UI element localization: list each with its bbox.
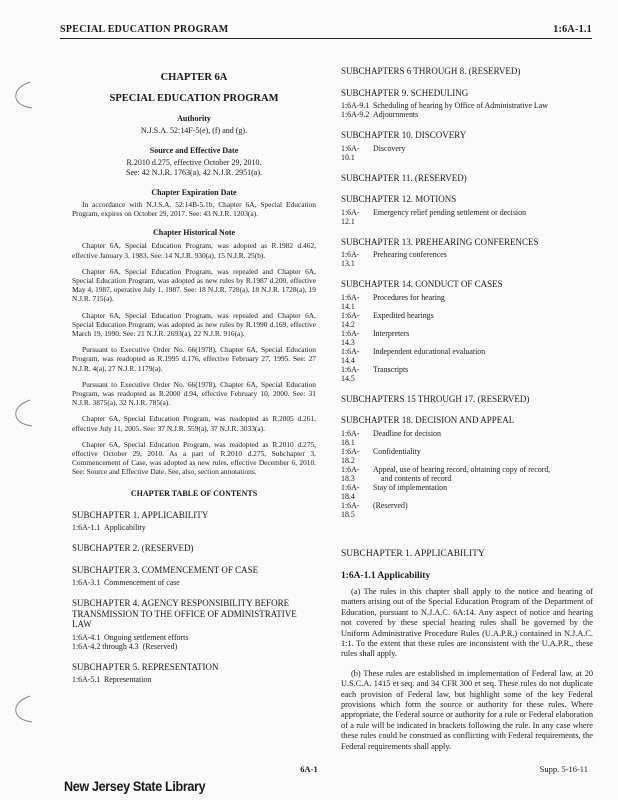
toc-item-title-text: Deadline for decision: [373, 428, 441, 438]
toc-item-title: [373, 250, 593, 268]
source-line-1: R.2010 d.275, effective October 29, 2010.: [126, 158, 262, 167]
history-note: Pursuant to Executive Order No. 66(1978), Chapter 6A, Special Education Program, was readopted as R.2000 d.94, effective February 10, 2000. See: 31 N.J.R. 3875(a), 32 N.J.R. 785(a).: [72, 379, 316, 408]
toc-item-title: [373, 347, 593, 365]
toc-item-title-text: Discovery: [373, 143, 406, 153]
toc-item-title: [373, 311, 593, 329]
toc-item-list: [72, 675, 316, 684]
toc-item: [72, 642, 316, 651]
toc-item-number: 1:6A-14.3: [341, 328, 360, 347]
toc-item-title: [373, 429, 593, 447]
toc-item-number: 1:6A-18.1: [341, 428, 360, 447]
toc-item-number: 1:6A-18.5: [341, 500, 360, 519]
toc-item-number: 1:6A-5.1: [72, 675, 101, 685]
toc-subchapter-heading: SUBCHAPTER 12. MOTIONS: [341, 194, 457, 204]
toc-item-list: [341, 293, 593, 383]
toc-item-title-text: Interpreters: [373, 328, 410, 338]
toc-item-title: [104, 523, 316, 532]
toc-item: [341, 311, 593, 329]
toc-subchapter-heading: SUBCHAPTER 3. COMMENCEMENT OF CASE: [72, 564, 259, 575]
toc-right-list: [341, 66, 593, 519]
toc-item-number: 1:6A-14.1: [341, 292, 360, 311]
toc-item-title: [143, 642, 316, 651]
toc-item-title: [104, 578, 316, 587]
history-note: Pursuant to Executive Order No. 66(1978), Chapter 6A, Special Education Program, was readopted as R.1995 d.176, effective February 27, 1995. See: 27 N.J.R. 4(a), 27 N.J.R. 1179(a).: [72, 345, 316, 373]
toc-subchapter-heading: SUBCHAPTER 5. REPRESENTATION: [72, 661, 219, 672]
chapter-title: SPECIAL EDUCATION PROGRAM: [109, 93, 279, 104]
toc-item: [72, 675, 316, 684]
toc-item-title: [373, 293, 593, 311]
toc-item: [341, 429, 593, 447]
toc-item-title: [373, 144, 593, 162]
toc-subchapter-heading: SUBCHAPTER 18. DECISION AND APPEAL: [341, 415, 515, 425]
toc-item-title-text: Commencement of case: [104, 578, 180, 588]
history-note: Chapter 6A, Special Education Program, was readopted as R.2010 d.275, effective October 29, 2010. As a part of R.2010 d.275, Subchapter 3, Commencement of Case, was adopted as new rules, effective December 6, 2010. See: Source and Effective Date. See, also, section annotations.: [72, 439, 316, 477]
toc-item-title-text: Prehearing conferences: [373, 250, 447, 259]
toc-heading: CHAPTER TABLE OF CONTENTS: [130, 488, 258, 498]
header-rule: [60, 38, 592, 39]
history-note: Chapter 6A, Special Education Program, was repealed and Chapter 6A, Special Education Program, was adopted as new rules by R.1990 d.169, effective March 19, 1990. See: 21 N.J.R. 2693(a), 22 N.J.R. 916(a).: [72, 310, 316, 339]
toc-subchapter-heading: SUBCHAPTER 14. CONDUCT OF CASES: [341, 279, 503, 289]
toc-item: [72, 633, 316, 642]
toc-item-title: [373, 465, 593, 483]
toc-item: [341, 293, 593, 311]
toc-left-list: [72, 510, 316, 685]
toc-item: [72, 578, 316, 587]
toc-item-list: [72, 578, 316, 587]
toc-item-title: [373, 483, 593, 501]
toc-item-title-text: Emergency relief pending settlement or decision: [373, 207, 527, 217]
toc-item-number: 1:6A-14.5: [341, 364, 360, 383]
supplement-date: Supp. 5-16-11: [539, 764, 588, 774]
toc-item-title-text: Ongoing settlement efforts: [104, 632, 189, 642]
toc-item-title-text: Transcripts: [373, 364, 409, 374]
toc-item-title-text: Appeal, use of hearing record, obtaining copy of record,: [373, 464, 551, 474]
toc-item-number: 1:6A-14.2: [341, 310, 360, 329]
history-note: Chapter 6A, Special Education Program, was repealed and Chapter 6A, Special Education Program, was adopted as new rules by R.1987 d.200, effective May 4, 1987, operative July 1, 1987. See: 18 N.J.R. 728(a), 18 N.J.R. 1728(a), 19 N.J.R. 715(a).: [72, 266, 316, 304]
toc-item-title: [373, 110, 593, 119]
toc-item-title-text: (Reserved): [373, 500, 408, 510]
punch-hole-mark-bottom: [10, 694, 34, 724]
punch-hole-mark-top: [10, 80, 34, 110]
toc-item-number: 1:6A-13.1: [341, 250, 360, 268]
toc-item-number: 1:6A-18.2: [341, 446, 360, 465]
toc-item-number: 1:6A-4.1: [72, 632, 101, 642]
toc-subchapter-heading: SUBCHAPTER 11. (RESERVED): [341, 172, 467, 183]
toc-item-number: 1:6A-9.1: [341, 101, 370, 110]
toc-item: [72, 523, 316, 532]
toc-item: [341, 329, 593, 347]
toc-item-title: [373, 329, 593, 347]
rule-paragraph-a: (a) The rules in this chapter shall apply to the notice and hearing of matters arising out of the Special Education Program of the Department of Education, pursuant to N.J.A.C. 6A:14. Any aspect of notice and hearing not covered by these special hearing rules shall be governed by the Uniform Administrative Procedure Rules (U.A.P.R.) contained in N.J.A.C. 1:1. To the extent that these rules are inconsistent with the U.A.P.R., these rules shall apply.: [341, 587, 593, 659]
toc-item-title-text: Independent educational evaluation: [373, 346, 486, 356]
toc-item-number: 1:6A-12.1: [341, 207, 360, 226]
toc-item: [341, 365, 593, 383]
toc-subchapter-heading: SUBCHAPTER 4. AGENCY RESPONSIBILITY BEFORE TRANSMISSION TO THE OFFICE OF ADMINISTRATIVE LAW: [72, 598, 297, 630]
toc-subchapter-heading: SUBCHAPTERS 15 THROUGH 17. (RESERVED): [341, 393, 530, 404]
toc-item-title-text: Representation: [104, 675, 152, 685]
toc-item-number: 1:6A-1.1: [72, 523, 101, 533]
toc-subchapter-heading: SUBCHAPTER 9. SCHEDULING: [341, 87, 469, 98]
toc-subchapter-heading: SUBCHAPTER 13. PREHEARING CONFERENCES: [341, 236, 539, 247]
toc-item: [341, 465, 593, 483]
toc-item: [341, 447, 593, 465]
page-number: 6A-1: [300, 764, 318, 774]
authority-text: N.J.S.A. 52:14F-5(e), (f) and (g).: [140, 126, 248, 135]
subchapter-heading: SUBCHAPTER 1. APPLICABILITY: [341, 548, 485, 559]
toc-item-title: [373, 447, 593, 465]
toc-item-number: 1:6A-9.2: [341, 110, 370, 119]
toc-item-title-text: Procedures for hearing: [373, 292, 445, 302]
toc-item-title: [373, 501, 593, 519]
header-section: 1:6A-1.1: [553, 24, 592, 35]
toc-item-number: 1:6A-18.4: [341, 482, 360, 501]
right-column: [341, 66, 593, 760]
toc-item-title: [104, 633, 316, 642]
chapter-number: CHAPTER 6A: [160, 72, 228, 83]
library-stamp: New Jersey State Library: [64, 778, 206, 794]
toc-item-list: [72, 633, 316, 651]
toc-item-list: [341, 144, 593, 162]
toc-item-title: [373, 365, 593, 383]
toc-item-title-text: Adjournments: [373, 110, 419, 119]
toc-item: [341, 208, 593, 226]
toc-item-title-text: Scheduling of hearing by Office of Administrative Law: [373, 101, 548, 110]
toc-item: [341, 101, 593, 110]
punch-hole-mark-middle: [10, 398, 34, 428]
toc-item: [341, 483, 593, 501]
expiration-heading: Chapter Expiration Date: [151, 188, 237, 197]
toc-item-number: 1:6A-3.1: [72, 578, 101, 588]
toc-subchapter-heading: SUBCHAPTER 2. (RESERVED): [72, 543, 194, 554]
toc-item: [341, 110, 593, 119]
toc-item-number: 1:6A-10.1: [341, 143, 360, 162]
toc-item-list: [72, 523, 316, 532]
toc-item-list: [341, 208, 593, 226]
toc-item: [341, 250, 593, 268]
toc-item: [341, 347, 593, 365]
history-heading: Chapter Historical Note: [152, 228, 236, 238]
source-heading: Source and Effective Date: [149, 146, 239, 155]
toc-item-title: [104, 675, 316, 684]
toc-item-list: [341, 429, 593, 519]
toc-item-list: [341, 250, 593, 268]
toc-subchapter-heading: SUBCHAPTER 10. DISCOVERY: [341, 130, 467, 140]
toc-item-title-continuation: and contents of record: [381, 473, 452, 483]
rule-heading: 1:6A-1.1 Applicability: [341, 571, 431, 581]
authority-heading: Authority: [177, 114, 211, 123]
history-note: Chapter 6A, Special Education Program, was readopted as R.2005 d.261, effective July 11, 2005. See: 37 N.J.R. 559(a), 37 N.J.R. 3033(a).: [72, 414, 316, 433]
toc-item-number: 1:6A-4.2 through 4.3: [72, 641, 139, 651]
toc-item-title: [373, 208, 593, 226]
toc-item-number: 1:6A-14.4: [341, 346, 360, 365]
expiration-text: In accordance with N.J.S.A. 52:14B-5.1b, Chapter 6A, Special Education Program, expires on October 29, 2017. See: 43 N.J.R. 1203(a).: [72, 200, 316, 219]
source-line-2: See: 42 N.J.R. 1763(a), 42 N.J.R. 2951(a).: [126, 168, 262, 177]
toc-item-list: [341, 101, 593, 119]
toc-item-title-text: Expedited hearings: [373, 310, 434, 320]
toc-item: [341, 144, 593, 162]
history-notes: [72, 241, 316, 476]
toc-item: [341, 501, 593, 519]
toc-item-number: 1:6A-18.3: [341, 464, 360, 483]
toc-item-title-text: Stay of implementation: [373, 482, 448, 492]
toc-item-title-text: Applicability: [104, 523, 146, 533]
header-title: SPECIAL EDUCATION PROGRAM: [60, 24, 229, 35]
toc-item-title: [373, 101, 593, 110]
toc-subchapter-heading: SUBCHAPTERS 6 THROUGH 8. (RESERVED): [341, 66, 521, 76]
toc-item-title-text: Confidentiality: [373, 446, 421, 456]
history-note: Chapter 6A, Special Education Program, was adopted as R.1982 d.462, effective January 3, 1983. See: 14 N.J.R. 930(a), 15 N.J.R. 25(b).: [72, 241, 316, 260]
toc-subchapter-heading: SUBCHAPTER 1. APPLICABILITY: [72, 509, 209, 520]
toc-item-title-text: (Reserved): [142, 641, 178, 651]
left-column: [72, 68, 316, 684]
rule-paragraph-b: (b) These rules are established in implementation of Federal law, at 20 U.S.C.A. 1415 et seq. and 34 CFR 300 et seq. These rules do not duplicate each provision of Federal law, but highlight some of the key Federal provisions which form the source or authority for these rules. Where appropriate, the Federal source or authority for a rule or Federal elaboration of a rule will be indicated in brackets following the rule. In any case where these rules could be construed as conflicting with Federal requirements, the Federal requirements shall apply.: [341, 668, 593, 751]
